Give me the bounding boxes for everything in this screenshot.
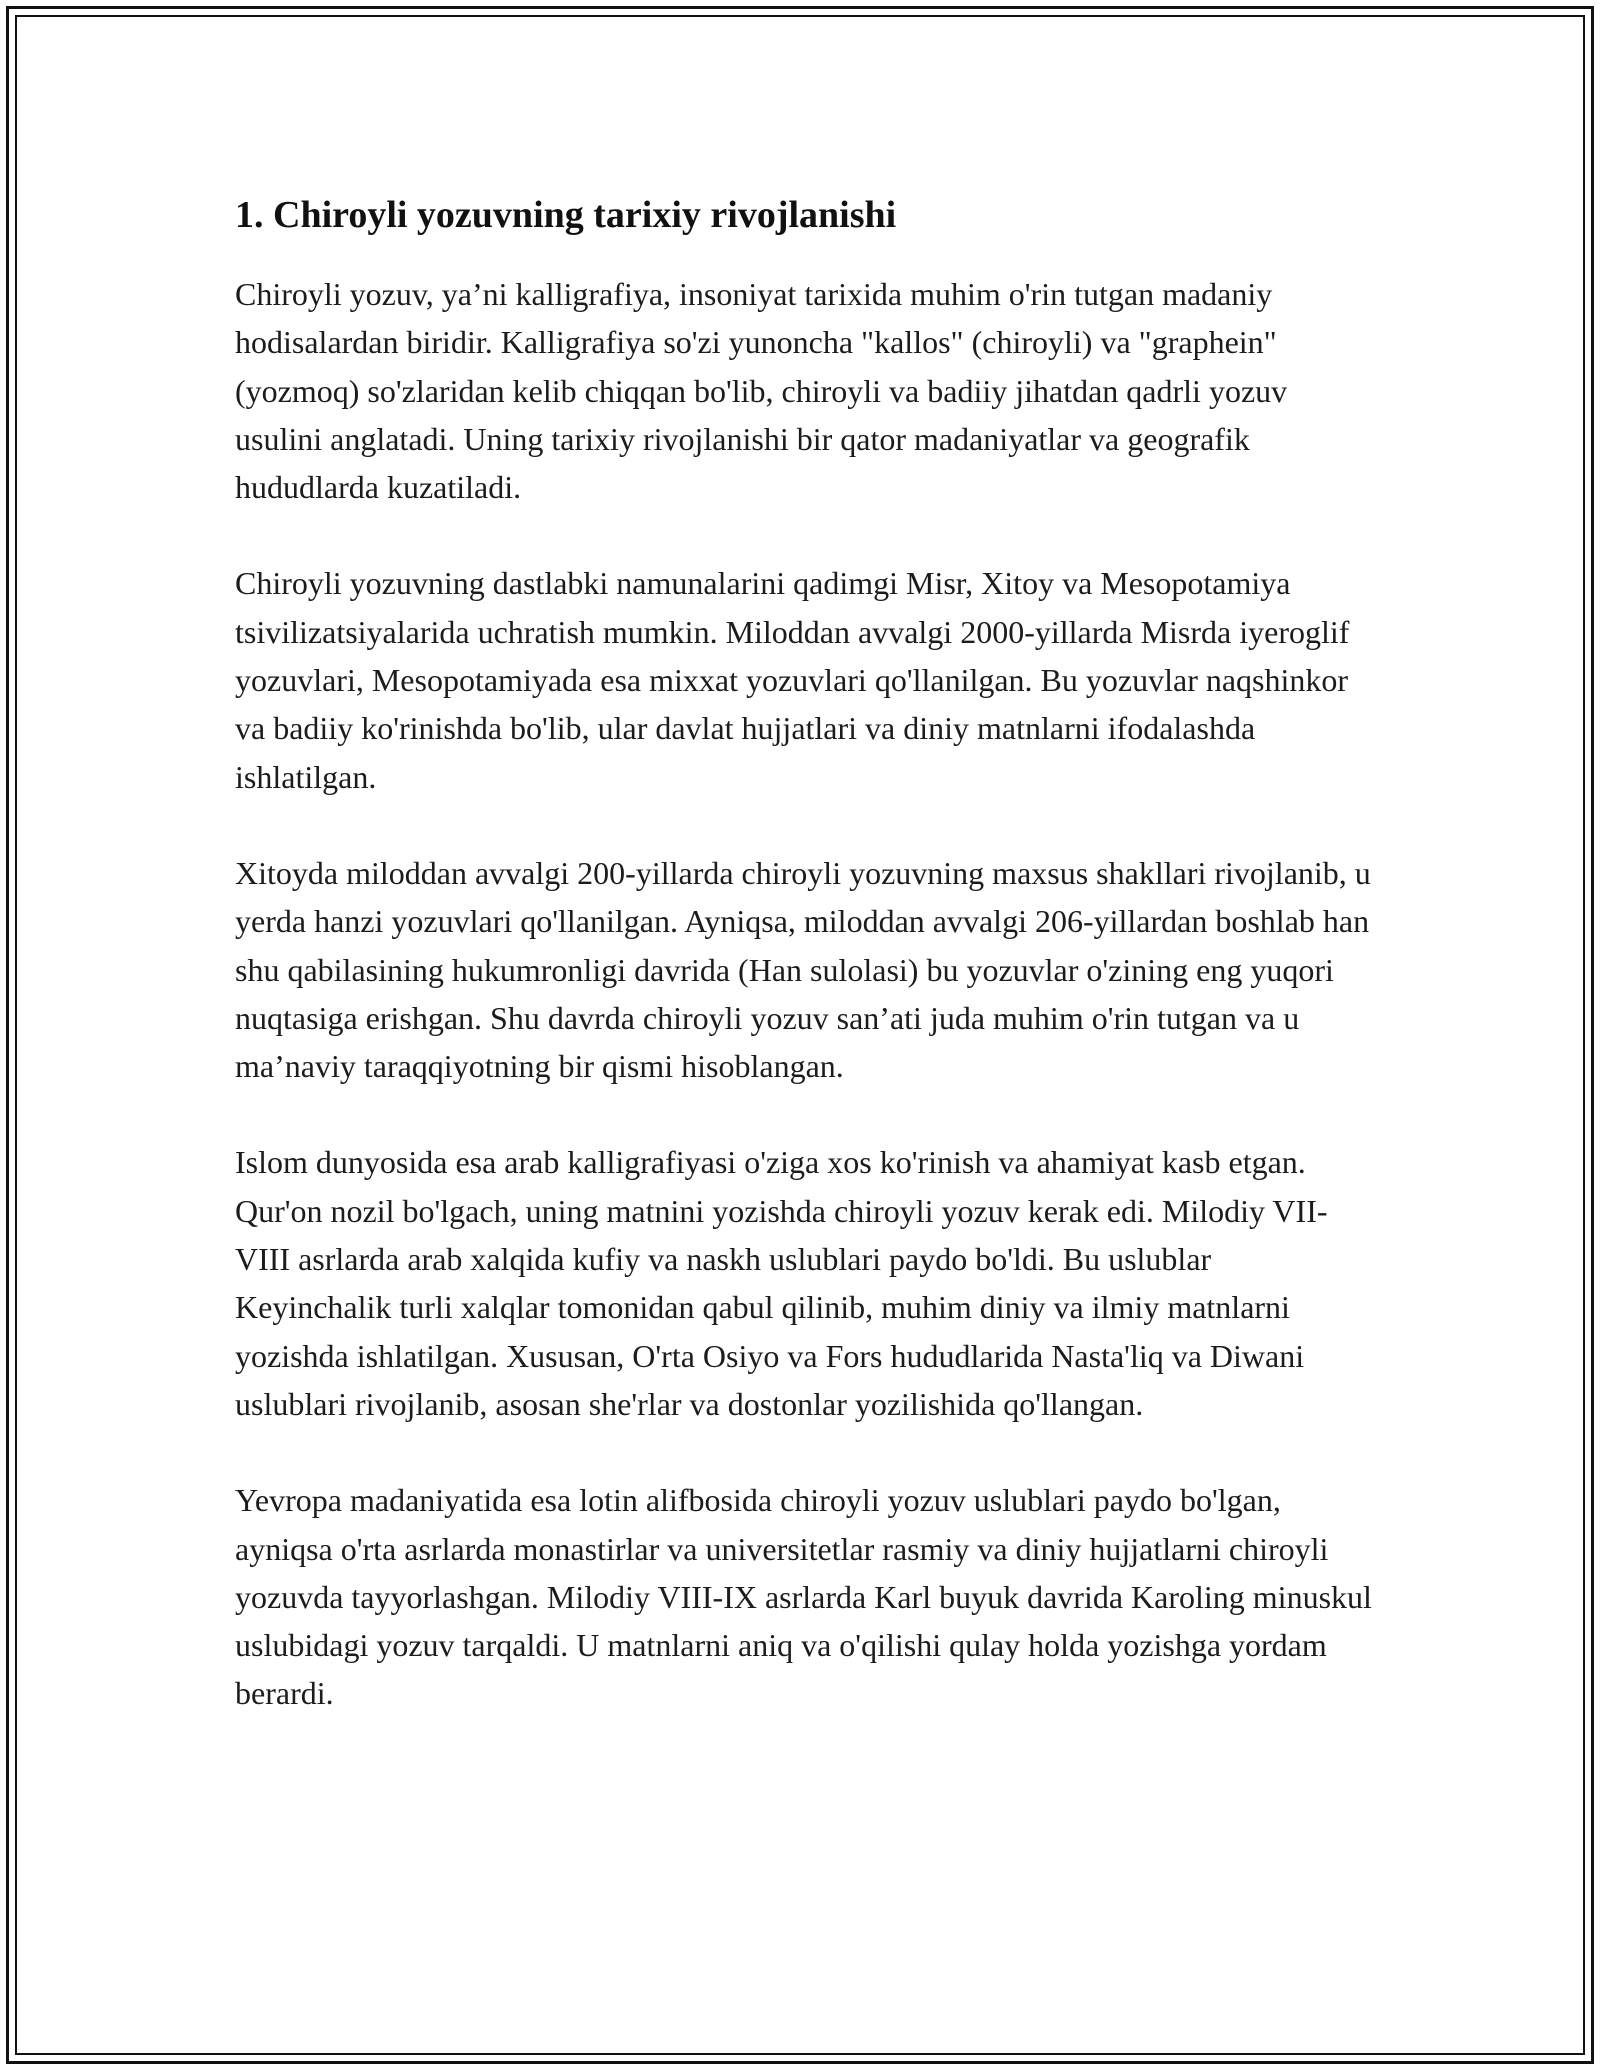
paragraph-europe: Yevropa madaniyatida esa lotin alifbosida chiroyli yozuv uslublari paydo bo'lgan, ayniqsa o'rta asrlarda monastirlar va universitetlar rasmiy va diniy hujjatlarni chiroyli yozuvda tayyorlashgan. Milodiy VIII-IX asrlarda Karl buyuk davrida Karoling minuskul uslubidagi yozuv tarqaldi. U matnlarni aniq va o'qilishi qulay holda yozishga yordam berardi. xyxy=(235,1482,1372,1712)
paragraph-china: Xitoyda miloddan avvalgi 200-yillarda chiroyli yozuvning maxsus shakllari rivojlanib, u yerda hanzi yozuvlari qo'llanilgan. Ayniqsa, miloddan avvalgi 206-yillardan boshlab han shu qabilasining hukumronligi davrida (Han sulolasi) bu yozuvlar o'zining eng yuqori nuqtasiga erishgan. Shu davrda chiroyli yozuv san’ati juda muhim o'rin tutgan va u ma’naviy taraqqiyotning bir qismi hisoblangan. xyxy=(235,854,1371,1085)
section-heading: 1. Chiroyli yozuvning tarixiy rivojlanishi xyxy=(235,194,897,236)
document-body xyxy=(235,186,1375,1718)
paragraph-intro: Chiroyli yozuv, ya’ni kalligrafiya, insoniyat tarixida muhim o'rin tutgan madaniy hodisalardan biridir. Kalligrafiya so'zi yunoncha "kallos" (chiroyli) va "graphein" (yozmoq) so'zlaridan kelib chiqqan bo'lib, chiroyli va badiiy jihatdan qadrli yozuv usulini anglatadi. Uning tarixiy rivojlanishi bir qator madaniyatlar va geografik hududlarda kuzatiladi. xyxy=(235,276,1288,506)
paragraph-islamic-world: Islom dunyosida esa arab kalligrafiyasi o'ziga xos ko'rinish va ahamiyat kasb etgan. Qur'on nozil bo'lgach, uning matnini yozishda chiroyli yozuv kerak edi. Milodiy VII-VIII asrlarda arab xalqida kufiy va naskh uslublari paydo bo'ldi. Bu uslublar Keyinchalik turli xalqlar tomonidan qabul qilinib, muhim diniy va ilmiy matnlarni yozishda ishlatilgan. Xususan, O'rta Osiyo va Fors hududlarida Nasta'liq va Diwani uslublari rivojlanib, asosan she'rlar va dostonlar yozilishida qo'llangan. xyxy=(235,1144,1328,1422)
paragraph-ancient-civilizations: Chiroyli yozuvning dastlabki namunalarini qadimgi Misr, Xitoy va Mesopotamiya tsivilizatsiyalarida uchratish mumkin. Miloddan avvalgi 2000-yillarda Misrda iyeroglif yozuvlari, Mesopotamiyada esa mixxat yozuvlari qo'llanilgan. Bu yozuvlar naqshinkor va badiiy ko'rinishda bo'lib, ular davlat hujjatlari va diniy matnlarni ifodalashda ishlatilgan. xyxy=(235,565,1350,795)
